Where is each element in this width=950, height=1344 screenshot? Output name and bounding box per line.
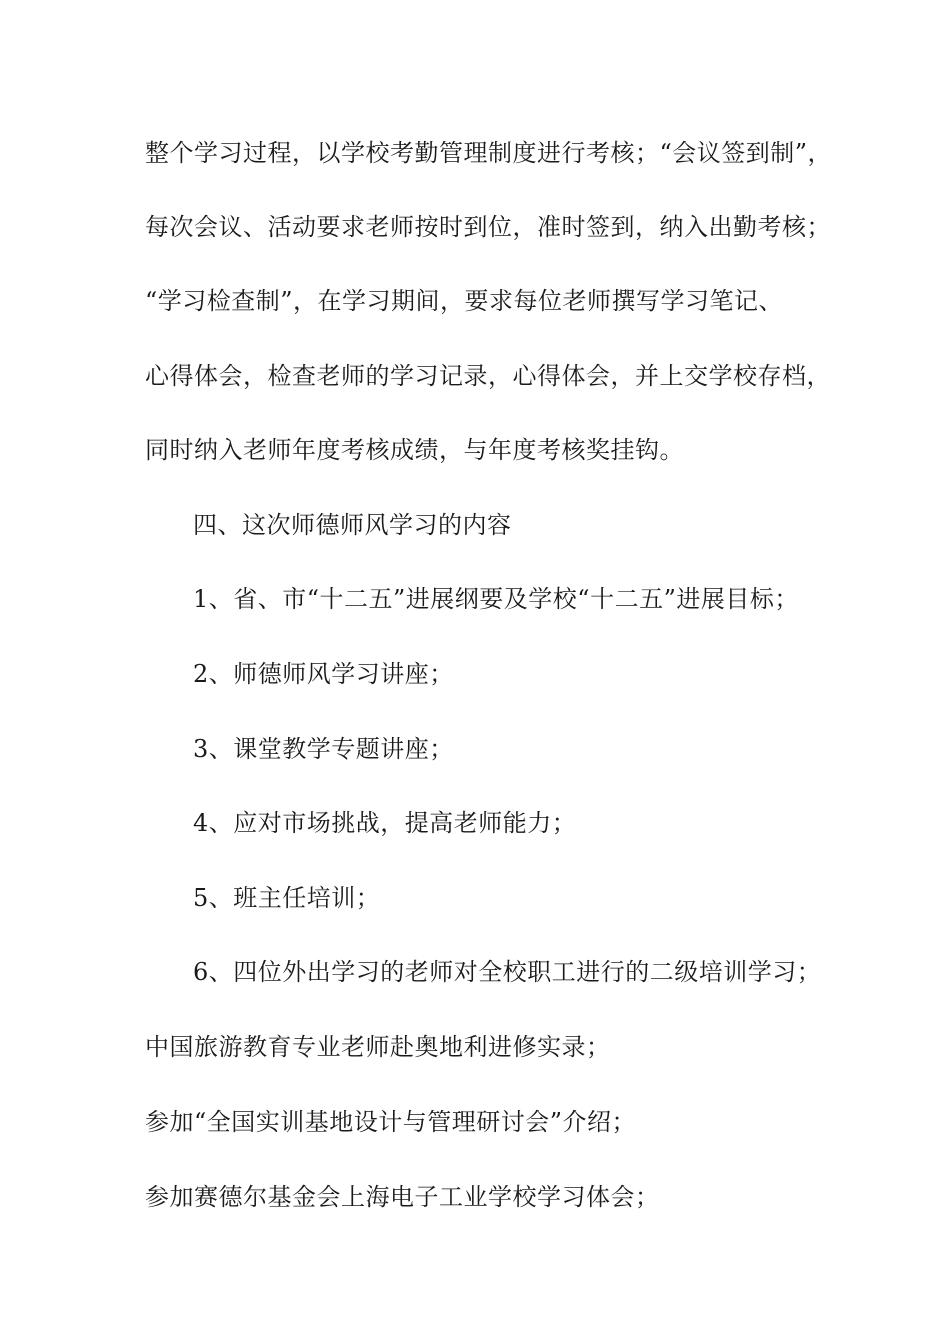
body-text-line: “学习检查制”，在学习期间，要求每位老师撰写学习笔记、 xyxy=(145,287,784,315)
sub-list-item: 参加“全国实训基地设计与管理研讨会”介绍； xyxy=(145,1108,637,1136)
list-item: 6、四位外出学习的老师对全校职工进行的二级培训学习； xyxy=(193,958,822,986)
list-item: 1、省、市“十二五”进展纲要及学校“十二五”进展目标； xyxy=(193,585,799,613)
sub-list-item: 中国旅游教育专业老师赴奥地利进修实录； xyxy=(145,1033,611,1061)
sub-list-item: 参加赛德尔基金会上海电子工业学校学习体会； xyxy=(145,1183,660,1211)
list-item: 2、师德师风学习讲座； xyxy=(193,660,454,688)
body-text-line: 同时纳入老师年度考核成绩，与年度考核奖挂钩。 xyxy=(145,436,684,464)
body-text-line: 心得体会，检查老师的学习记录，心得体会，并上交学校存档， xyxy=(145,362,831,390)
section-heading: 四、这次师德师风学习的内容 xyxy=(193,511,512,539)
list-item: 5、班主任培训； xyxy=(193,884,381,912)
list-item: 3、课堂教学专题讲座； xyxy=(193,735,454,763)
body-text-line: 每次会议、活动要求老师按时到位，准时签到，纳入出勤考核； xyxy=(145,213,831,241)
list-item: 4、应对市场挑战，提高老师能力； xyxy=(193,809,577,837)
body-text-line: 整个学习过程，以学校考勤管理制度进行考核；“会议签到制”， xyxy=(145,139,833,167)
